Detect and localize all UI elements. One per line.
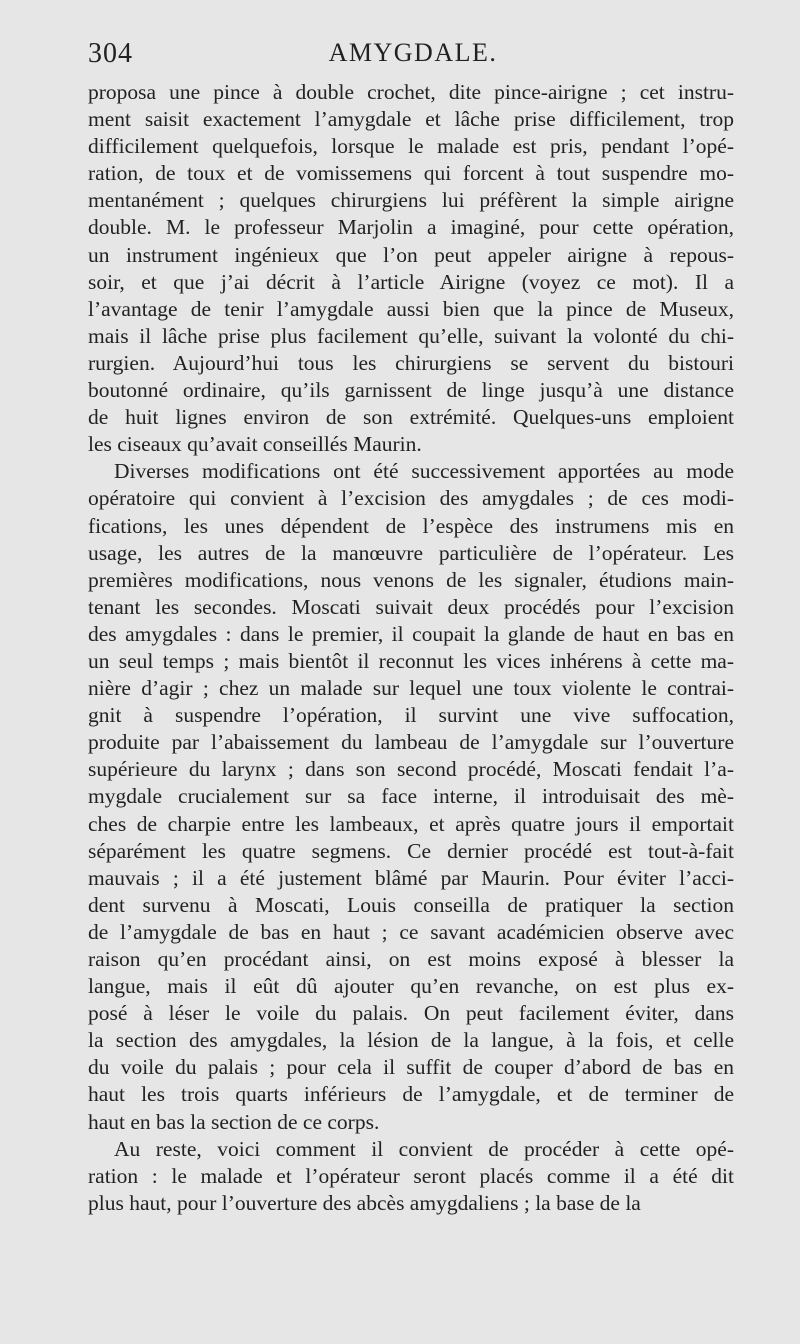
text-line: gnit à suspendre l’opération, il survint une vive suffocation,	[88, 703, 734, 728]
text-line: rurgien. Aujourd’hui tous les chirurgiens se servent du bistouri	[88, 350, 734, 375]
text-line: haut les trois quarts inférieurs de l’amygdale, et de terminer de	[88, 1082, 734, 1107]
text-line: mentanément ; quelques chirurgiens lui préfèrent la simple airigne	[88, 188, 734, 213]
text-line: Au reste, voici comment il convient de procéder à cette opé-	[114, 1136, 734, 1161]
text-line: langue, mais il eût dû ajouter qu’en revanche, on est plus ex-	[88, 974, 734, 999]
text-line: un seul temps ; mais bientôt il reconnut les vices inhérens à cette ma-	[88, 648, 734, 673]
text-line: des amygdales : dans le premier, il coupait la glande de haut en bas en	[88, 621, 734, 646]
text-line: la section des amygdales, la lésion de la langue, à la fois, et celle	[88, 1028, 734, 1053]
text-line: ment saisit exactement l’amygdale et lâche prise difficilement, trop	[88, 107, 734, 132]
text-line: soir, et que j’ai décrit à l’article Airigne (voyez ce mot). Il a	[88, 269, 734, 294]
text-line: mauvais ; il a été justement blâmé par Maurin. Pour éviter l’acci-	[88, 865, 734, 890]
text-line: plus haut, pour l’ouverture des abcès amygdaliens ; la base de la	[88, 1190, 641, 1215]
text-line: mygdale crucialement sur sa face interne, il introduisait des mè-	[88, 784, 734, 809]
text-line: mais il lâche prise plus facilement qu’elle, suivant la volonté du chi-	[88, 323, 734, 348]
text-line: ration : le malade et l’opérateur seront placés comme il a été dit	[88, 1163, 734, 1188]
text-line: posé à léser le voile du palais. On peut facilement éviter, dans	[88, 1001, 734, 1026]
text-line: opératoire qui convient à l’excision des amygdales ; de ces modi-	[88, 486, 734, 511]
text-line: nière d’agir ; chez un malade sur lequel une toux violente le contrai-	[88, 676, 734, 701]
text-line: double. M. le professeur Marjolin a imaginé, pour cette opération,	[88, 215, 734, 240]
text-line: produite par l’abaissement du lambeau de l’amygdale sur l’ouverture	[88, 730, 734, 755]
text-line: séparément les quatre segmens. Ce dernier procédé est tout-à-fait	[88, 838, 734, 863]
body-text	[88, 79, 734, 1217]
text-line: les ciseaux qu’avait conseillés Maurin.	[88, 432, 422, 457]
paragraph	[88, 458, 734, 1135]
text-line: premières modifications, nous venons de les signaler, étudions main-	[88, 567, 734, 592]
text-line: supérieure du larynx ; dans son second procédé, Moscati fendait l’a-	[88, 757, 734, 782]
paragraph	[88, 79, 734, 458]
text-line: fications, les unes dépendent de l’espèce des instrumens mis en	[88, 513, 734, 538]
paragraph	[88, 1136, 734, 1217]
text-line: difficilement quelquefois, lorsque le malade est pris, pendant l’opé-	[88, 134, 734, 159]
text-line: l’avantage de tenir l’amygdale aussi bien que la pince de Museux,	[88, 296, 734, 321]
running-title: AMYGDALE.	[328, 38, 498, 67]
text-line: ration, de toux et de vomissemens qui forcent à tout suspendre mo-	[88, 161, 734, 186]
text-line: Diverses modifications ont été successivement apportées au mode	[114, 459, 734, 484]
text-line: un instrument ingénieux que l’on peut appeler airigne à repous-	[88, 242, 734, 267]
text-line: dent survenu à Moscati, Louis conseilla de pratiquer la section	[88, 892, 734, 917]
page-number: 304	[88, 38, 133, 69]
text-line: de huit lignes environ de son extrémité. Quelques-uns emploient	[88, 405, 734, 430]
text-line: proposa une pince à double crochet, dite pince-airigne ; cet instru-	[88, 80, 734, 104]
text-line: ches de charpie entre les lambeaux, et après quatre jours il emportait	[88, 811, 734, 836]
text-line: du voile du palais ; pour cela il suffit de couper d’abord de bas en	[88, 1055, 734, 1080]
text-line: boutonné ordinaire, qu’ils garnissent de linge jusqu’à une distance	[88, 378, 734, 403]
page-header	[88, 38, 738, 78]
text-line: raison qu’en procédant ainsi, on est moins exposé à blesser la	[88, 947, 734, 971]
text-line: usage, les autres de la manœuvre particulière de l’opérateur. Les	[88, 540, 734, 565]
text-line: tenant les secondes. Moscati suivait deux procédés pour l’excision	[88, 594, 734, 619]
text-line: haut en bas la section de ce corps.	[88, 1109, 380, 1134]
text-line: de l’amygdale de bas en haut ; ce savant académicien observe avec	[88, 919, 734, 944]
